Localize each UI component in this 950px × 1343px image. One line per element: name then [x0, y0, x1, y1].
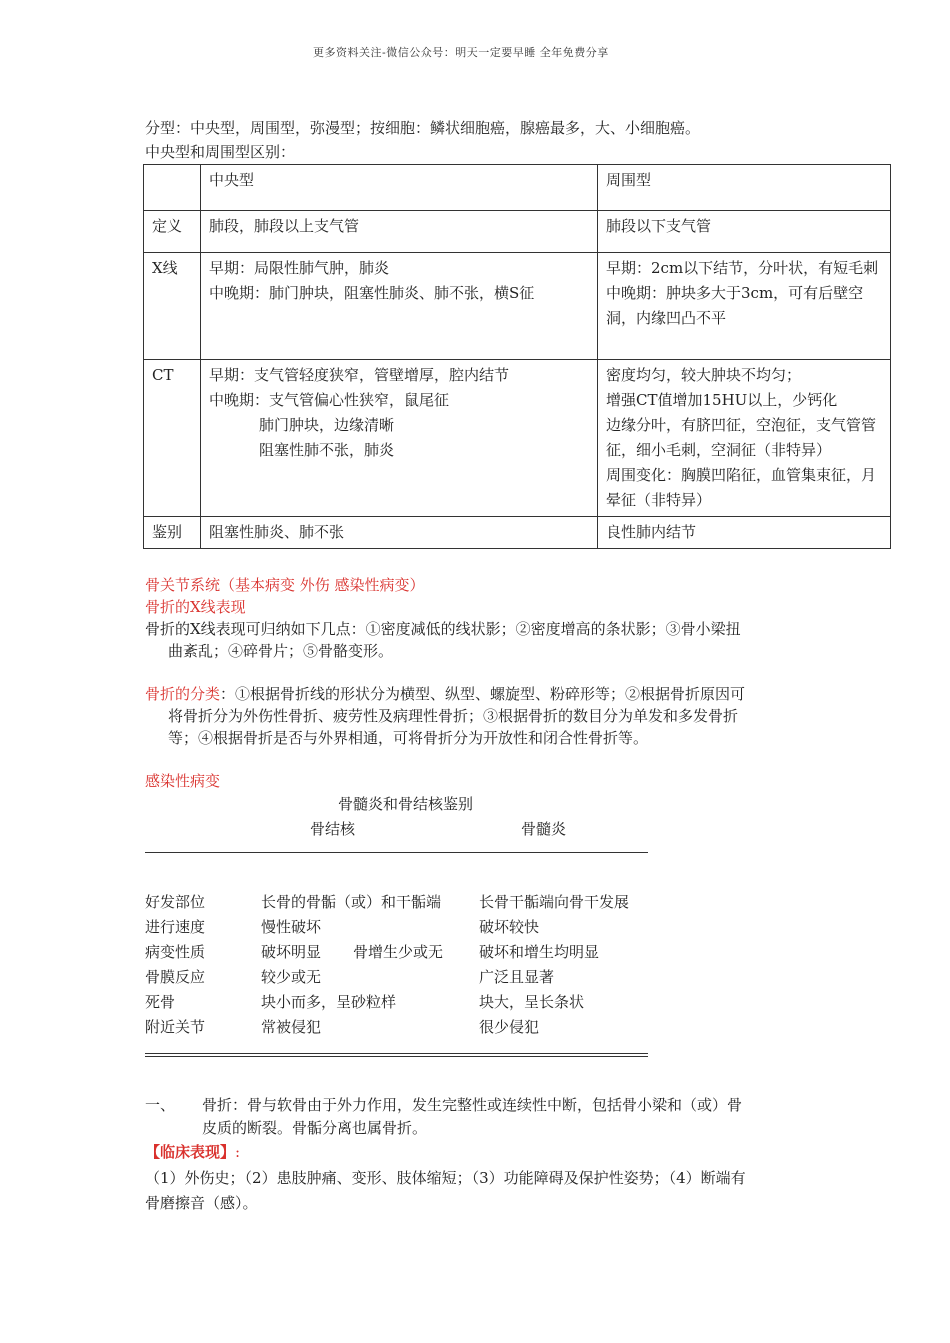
row-osteomyelitis: 广泛且显著	[479, 968, 555, 986]
row-label: 骨膜反应	[145, 968, 206, 986]
row-osteomyelitis: 块大，呈长条状	[479, 993, 585, 1011]
fracture-xray-text-2: 曲紊乱；④碎骨片；⑤骨骼变形。	[168, 642, 394, 660]
fracture-classification-text-2: 将骨折分为外伤性骨折、疲劳性及病理性骨折；③根据骨折的数目分为单发和多发骨折	[168, 707, 739, 725]
row-osteomyelitis: 破坏和增生均明显	[479, 943, 600, 961]
fracture-classification-label: 骨折的分类	[145, 685, 221, 703]
ct-peripheral-density: 密度均匀，较大肿块不均匀；	[606, 366, 802, 384]
xray-central-late: 中晚期：肺门肿块，阻塞性肺炎、肺不张，横S征	[209, 284, 535, 302]
xray-label: X线	[144, 253, 201, 360]
compare-bottom-rule-2	[145, 1056, 648, 1057]
table-row-ct	[144, 360, 891, 517]
fracture-classification-line-1	[145, 682, 745, 706]
row-label: 死骨	[145, 993, 176, 1011]
xray-peripheral	[598, 253, 891, 360]
table-header-row	[144, 165, 891, 211]
bone-section-title: 骨关节系统（基本病变 外伤 感染性病变）	[145, 576, 425, 594]
ct-central	[201, 360, 598, 517]
compare-top-rule	[145, 852, 648, 853]
fracture-xray-title: 骨折的X线表现	[145, 598, 246, 616]
compare-col-osteomyelitis: 骨髓炎	[521, 820, 567, 838]
row-osteomyelitis: 很少侵犯	[479, 1018, 540, 1036]
compare-title: 骨髓炎和骨结核鉴别	[338, 795, 474, 813]
table-row-definition	[144, 211, 891, 253]
row-tuberculosis: 块小而多，呈砂粒样	[261, 993, 397, 1011]
xray-peripheral-late: 中晚期：肿块多大于3cm，可有后壁空洞，内缘凹凸不平	[606, 284, 864, 327]
clinical-title-colon: :	[235, 1143, 241, 1161]
definition-peripheral: 肺段以下支气管	[598, 211, 891, 253]
differential-label: 鉴别	[144, 517, 201, 549]
row-tuberculosis: 长骨的骨骺（或）和干骺端	[261, 893, 442, 911]
table-row-xray	[144, 253, 891, 360]
ct-label: CT	[144, 360, 201, 517]
page-header: 更多资料关注-微信公众号：明天一定要早睡 全年免费分享	[313, 46, 609, 59]
table-header-central: 中央型	[201, 165, 598, 211]
compare-bottom-rule-1	[145, 1053, 648, 1054]
compare-col-tuberculosis: 骨结核	[310, 820, 356, 838]
table-row-differential	[144, 517, 891, 549]
table-header-peripheral: 周围型	[598, 165, 891, 211]
clinical-text-2: 骨磨擦音（感）。	[145, 1194, 258, 1212]
fracture-definition-1: 骨折：骨与软骨由于外力作用，发生完整性或连续性中断，包括骨小梁和（或）骨	[202, 1096, 743, 1114]
row-label: 进行速度	[145, 918, 206, 936]
diff-title: 中央型和周围型区别：	[145, 143, 296, 161]
fracture-number: 一、	[145, 1096, 176, 1114]
differential-central: 阻塞性肺炎、肺不张	[201, 517, 598, 549]
xray-peripheral-early: 早期：2cm以下结节，分叶状，有短毛刺	[606, 259, 879, 277]
lung-classification: 分型：中央型，周围型，弥漫型；按细胞：鳞状细胞癌，腺癌最多，大、小细胞癌。	[145, 119, 701, 137]
row-tuberculosis: 较少或无	[261, 968, 322, 986]
ct-central-hilum: 肺门肿块，边缘清晰	[259, 416, 395, 434]
row-label: 病变性质	[145, 943, 206, 961]
clinical-title	[145, 1140, 240, 1164]
ct-central-atelectasis: 阻塞性肺不张，肺炎	[259, 441, 395, 459]
differential-peripheral: 良性肺内结节	[598, 517, 891, 549]
lung-comparison-table	[143, 164, 891, 549]
fracture-classification-text-1: ：①根据骨折线的形状分为横型、纵型、螺旋型、粉碎形等；②根据骨折原因可	[220, 685, 746, 703]
row-tuberculosis-extra: 骨增生少或无	[353, 943, 444, 961]
ct-peripheral-surrounding: 周围变化：胸膜凹陷征，血管集束征，月晕征（非特异）	[606, 466, 877, 509]
ct-peripheral-enhance: 增强CT值增加15HU以上，少钙化	[606, 391, 838, 409]
xray-central-early: 早期：局限性肺气肿，肺炎	[209, 259, 390, 277]
fracture-classification-text-3: 等；④根据骨折是否与外界相通，可将骨折分为开放性和闭合性骨折等。	[168, 729, 649, 747]
fracture-definition-2: 皮质的断裂。骨骺分离也属骨折。	[202, 1119, 428, 1137]
ct-central-late: 中晚期：支气管偏心性狭窄，鼠尾征	[209, 391, 450, 409]
fracture-xray-text-1: 骨折的X线表现可归纳如下几点：①密度减低的线状影；②密度增高的条状影；③骨小梁扭	[145, 620, 741, 638]
xray-central	[201, 253, 598, 360]
row-label: 附近关节	[145, 1018, 206, 1036]
clinical-title-text: 【临床表现】	[145, 1143, 236, 1161]
clinical-text-1: （1）外伤史；（2）患肢肿痛、变形、肢体缩短；（3）功能障碍及保护性姿势；（4）断端有	[145, 1169, 746, 1187]
definition-label: 定义	[144, 211, 201, 253]
row-osteomyelitis: 破坏较快	[479, 918, 540, 936]
definition-central: 肺段，肺段以上支气管	[201, 211, 598, 253]
row-osteomyelitis: 长骨干骺端向骨干发展	[479, 893, 630, 911]
table-header-blank	[144, 165, 201, 211]
ct-peripheral-margin: 边缘分叶，有脐凹征，空泡征，支气管管征，细小毛刺，空洞征（非特异）	[606, 416, 877, 459]
row-tuberculosis: 破坏明显	[261, 943, 322, 961]
ct-peripheral	[598, 360, 891, 517]
infection-title: 感染性病变	[145, 772, 221, 790]
row-tuberculosis: 常被侵犯	[261, 1018, 322, 1036]
ct-central-early: 早期：支气管轻度狭窄，管壁增厚，腔内结节	[209, 366, 510, 384]
row-label: 好发部位	[145, 893, 206, 911]
row-tuberculosis: 慢性破坏	[261, 918, 322, 936]
